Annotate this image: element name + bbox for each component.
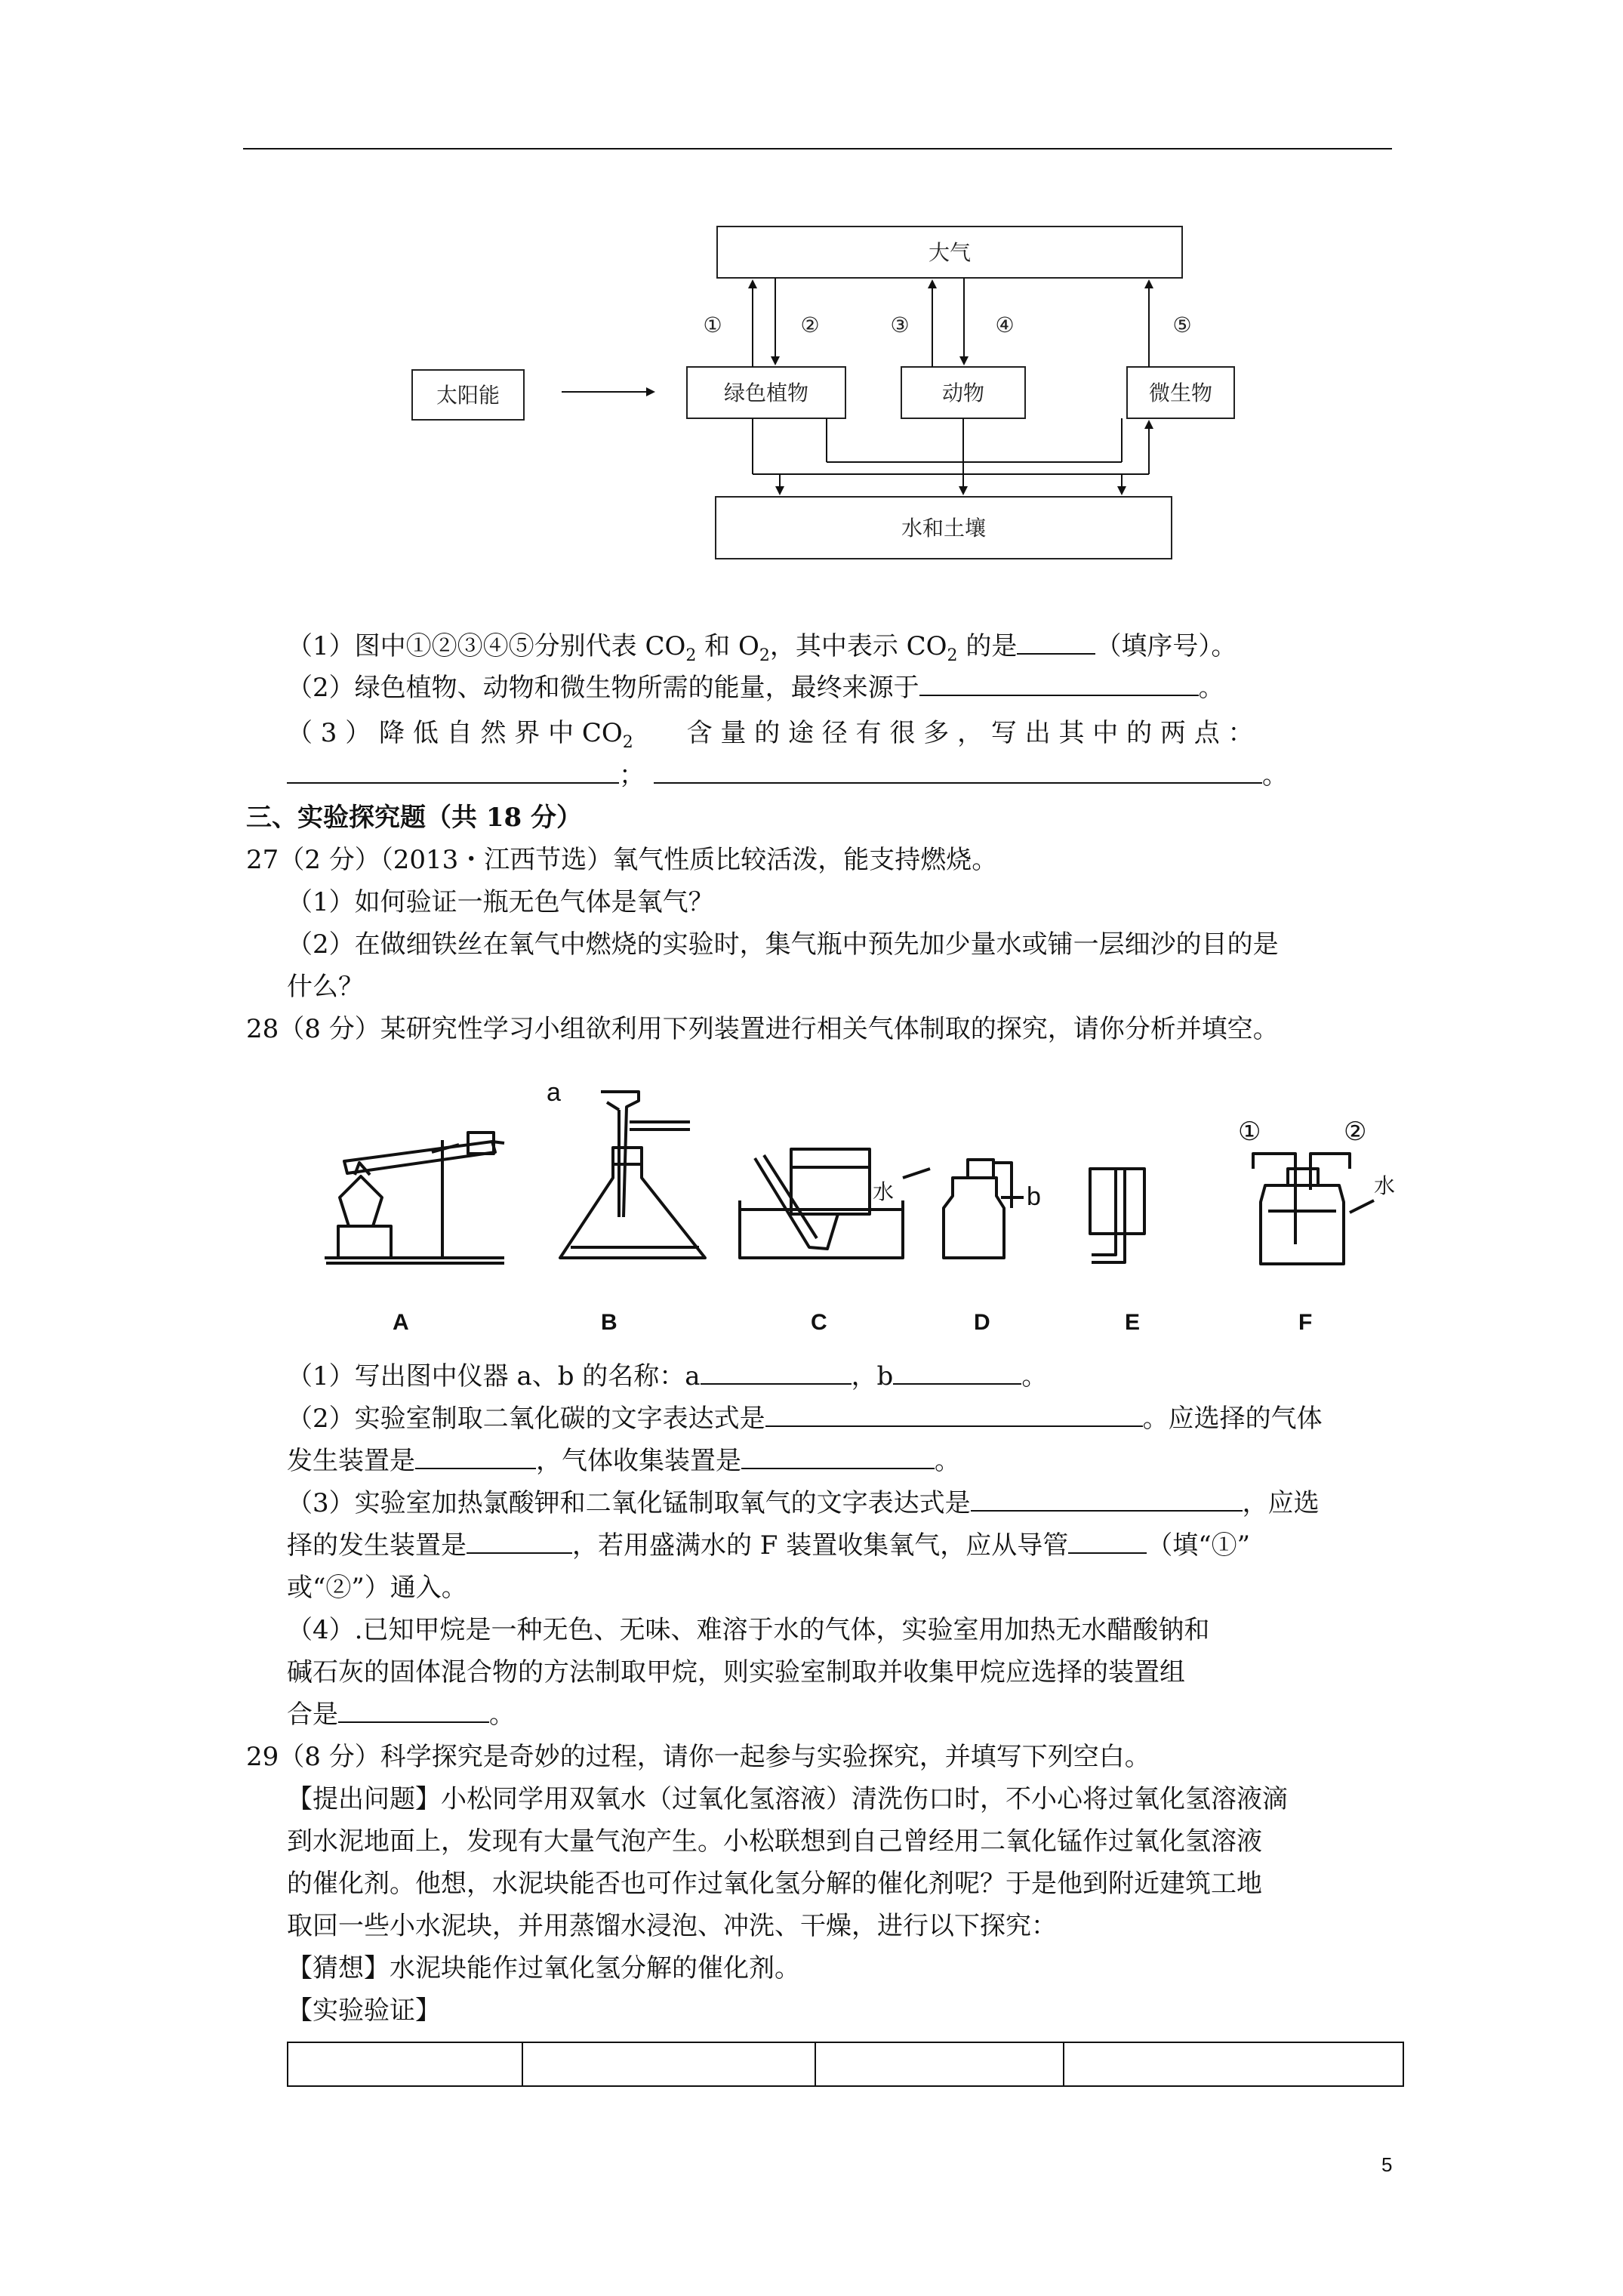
q27-sub1: （1）如何验证一瓶无色气体是氧气？ <box>287 887 714 917</box>
table-cell[interactable] <box>522 2042 815 2086</box>
q26-p1-text-b: 和 O <box>696 631 759 661</box>
table-cell[interactable] <box>288 2042 522 2086</box>
soil-label: 水和土壤 <box>901 516 987 541</box>
q28-sub4: （4）.已知甲烷是一种无色、无味、难溶于水的气体，实验室用加热无水醋酸钠和 <box>287 1615 1210 1645</box>
table-row <box>288 2042 1403 2086</box>
q28-heading: 28（8 分）某研究性学习小组欲利用下列装置进行相关气体制取的探究，请你分析并填空。 <box>246 1014 1279 1044</box>
q26-p3-text-c: ； <box>619 760 645 791</box>
co2-subscript-3: 2 <box>622 732 633 752</box>
q26-answer-blank-4[interactable] <box>654 760 1262 784</box>
table-cell[interactable] <box>1064 2042 1403 2086</box>
apparatus-label-e: E <box>1125 1310 1141 1335</box>
apparatus-port-2: ② <box>1344 1117 1367 1147</box>
q28-s3-text-d: ，若用盛满水的 F 装置收集氧气，应从导管 <box>572 1530 1069 1561</box>
apparatus-illustration <box>0 1057 1623 1299</box>
atmosphere-label: 大气 <box>928 240 972 265</box>
q28-blank-b[interactable] <box>893 1361 1021 1385</box>
q29-verification-heading: 【实验验证】 <box>287 1996 441 2026</box>
q28-sub4-end <box>287 1697 515 1732</box>
q29-hypothesis: 【猜想】水泥块能作过氧化氢分解的催化剂。 <box>287 1953 800 1983</box>
q28-blank-a[interactable] <box>701 1361 852 1385</box>
q28-s1-text-a: （1）写出图中仪器 a、b 的名称：a <box>287 1361 701 1391</box>
q26-answer-blank-1[interactable] <box>1017 630 1095 655</box>
q26-part1 <box>287 629 1236 673</box>
q28-sub2-cont <box>287 1444 960 1478</box>
q27-sub2: （2）在做细铁丝在氧气中燃烧的实验时，集气瓶中预先加少量水或铺一层细沙的目的是 <box>287 929 1279 960</box>
q26-p2-text-a: （2）绿色植物、动物和微生物所需的能量，最终来源于 <box>287 673 919 703</box>
microbes-label: 微生物 <box>1148 381 1213 405</box>
q28-blank-co2-collector[interactable] <box>741 1445 935 1469</box>
q26-p1-text-c: ，其中表示 CO <box>769 631 947 661</box>
apparatus-b <box>560 1092 705 1258</box>
q26-part3 <box>287 716 1254 760</box>
arrow-number-3: ③ <box>890 313 910 337</box>
arrow-number-5: ⑤ <box>1172 313 1192 337</box>
apparatus-e <box>1090 1169 1144 1262</box>
arrow-number-1: ① <box>703 313 722 337</box>
q28-blank-co2-equation[interactable] <box>765 1403 1143 1427</box>
q28-sub3-cont <box>287 1528 1250 1563</box>
q28-s2-text-e: 。 <box>935 1446 960 1476</box>
apparatus-mark-a: a <box>547 1078 561 1107</box>
q28-s3-text-a: （3）实验室加热氯酸钾和二氧化锰制取氧气的文字表达式是 <box>287 1488 971 1518</box>
q26-answer-blank-3[interactable] <box>287 760 619 784</box>
q28-s3-text-b: ，应选 <box>1242 1488 1320 1518</box>
q28-blank-o2-generator[interactable] <box>467 1530 572 1554</box>
q26-p1-text-d: 的是 <box>957 631 1018 661</box>
q28-s4-text-c: 合是 <box>287 1700 338 1730</box>
q28-s2-text-d: ，气体收集装置是 <box>536 1446 741 1476</box>
q26-p3-text-d: 。 <box>1262 760 1288 791</box>
arrow-number-4: ④ <box>995 313 1015 337</box>
carbon-cycle-diagram <box>0 0 1623 604</box>
q29-heading: 29（8 分）科学探究是奇妙的过程，请你一起参与实验探究，并填写下列空白。 <box>246 1742 1150 1772</box>
q28-blank-methane-combo[interactable] <box>338 1699 489 1723</box>
q26-p3-text-a: （ 3 ） 降 低 自 然 界 中 CO <box>287 718 623 748</box>
experiment-table <box>287 2042 1404 2087</box>
q29-para-line4: 取回一些小水泥块，并用蒸馏水浸泡、冲洗、干燥，进行以下探究： <box>287 1911 1057 1941</box>
apparatus-d <box>944 1160 1024 1258</box>
apparatus-water-f: 水 <box>1374 1173 1396 1198</box>
q29-para-line2: 到水泥地面上，发现有大量气泡产生。小松联想到自己曾经用二氧化锰作过氧化氢溶液 <box>287 1826 1262 1857</box>
q28-s1-text-c: 。 <box>1021 1361 1048 1391</box>
table-cell[interactable] <box>815 2042 1064 2086</box>
q29-para-line3: 的催化剂。他想，水泥块能否也可作过氧化氢分解的催化剂呢？于是他到附近建筑工地 <box>287 1869 1262 1899</box>
q28-blank-o2-equation[interactable] <box>971 1487 1243 1512</box>
q28-blank-co2-generator[interactable] <box>415 1445 536 1469</box>
apparatus-c <box>740 1149 930 1258</box>
page-number: 5 <box>1381 2153 1393 2176</box>
apparatus-port-1: ① <box>1238 1117 1261 1147</box>
q26-answer-blank-2[interactable] <box>919 672 1199 696</box>
animals-label: 动物 <box>941 381 985 405</box>
apparatus-label-c: C <box>811 1310 827 1335</box>
q26-part2 <box>287 670 1224 705</box>
q28-s1-text-b: ，b <box>851 1361 894 1391</box>
q28-sub3-end: 或“②”）通入。 <box>287 1573 467 1603</box>
q26-p3-text-b: 含 量 的 途 径 有 很 多 ， 写 出 其 中 的 两 点 ： <box>678 718 1254 748</box>
sun-label: 太阳能 <box>436 383 500 408</box>
q28-blank-f-port[interactable] <box>1068 1530 1147 1554</box>
q26-p1-text-a: （1）图中①②③④⑤分别代表 CO <box>287 631 686 661</box>
apparatus-label-d: D <box>974 1310 990 1335</box>
q28-sub4-cont: 碱石灰的固体混合物的方法制取甲烷，则实验室制取并收集甲烷应选择的装置组 <box>287 1657 1185 1687</box>
q28-sub1 <box>287 1359 1047 1394</box>
apparatus-label-f: F <box>1298 1310 1313 1335</box>
co2-subscript: 2 <box>685 646 697 665</box>
q28-s2-text-c: 发生装置是 <box>287 1446 415 1476</box>
q28-s2-text-b: 。应选择的气体 <box>1142 1404 1323 1434</box>
apparatus-f <box>1253 1154 1374 1264</box>
q28-s4-text-d: 。 <box>489 1700 515 1730</box>
apparatus-label-a: A <box>393 1310 409 1335</box>
q28-s3-text-c: 择的发生装置是 <box>287 1530 467 1561</box>
apparatus-water-c: 水 <box>873 1179 895 1204</box>
section-3-heading: 三、实验探究题（共 18 分） <box>246 803 582 833</box>
apparatus-label-b: B <box>601 1310 617 1335</box>
q28-sub2 <box>287 1401 1323 1436</box>
apparatus-a <box>325 1133 504 1263</box>
q26-p1-text-e: （填序号）。 <box>1095 631 1237 661</box>
q26-part3-answers <box>287 758 1288 793</box>
q26-p2-text-b: 。 <box>1198 673 1224 703</box>
plants-label: 绿色植物 <box>723 381 809 405</box>
apparatus-mark-b: b <box>1027 1182 1041 1211</box>
q28-sub3 <box>287 1486 1320 1521</box>
q28-s3-text-e: （填“①” <box>1147 1530 1250 1561</box>
co2-subscript-2: 2 <box>947 646 958 665</box>
q27-heading: 27（2 分）（2013・江西节选）氧气性质比较活泼，能支持燃烧。 <box>246 845 998 875</box>
o2-subscript: 2 <box>759 646 770 665</box>
q27-sub2-cont: 什么？ <box>287 972 364 1002</box>
q29-para-line1: 【提出问题】小松同学用双氧水（过氧化氢溶液）清洗伤口时，不小心将过氧化氢溶液滴 <box>287 1784 1288 1814</box>
arrow-number-2: ② <box>800 313 820 337</box>
q28-s2-text-a: （2）实验室制取二氧化碳的文字表达式是 <box>287 1404 765 1434</box>
